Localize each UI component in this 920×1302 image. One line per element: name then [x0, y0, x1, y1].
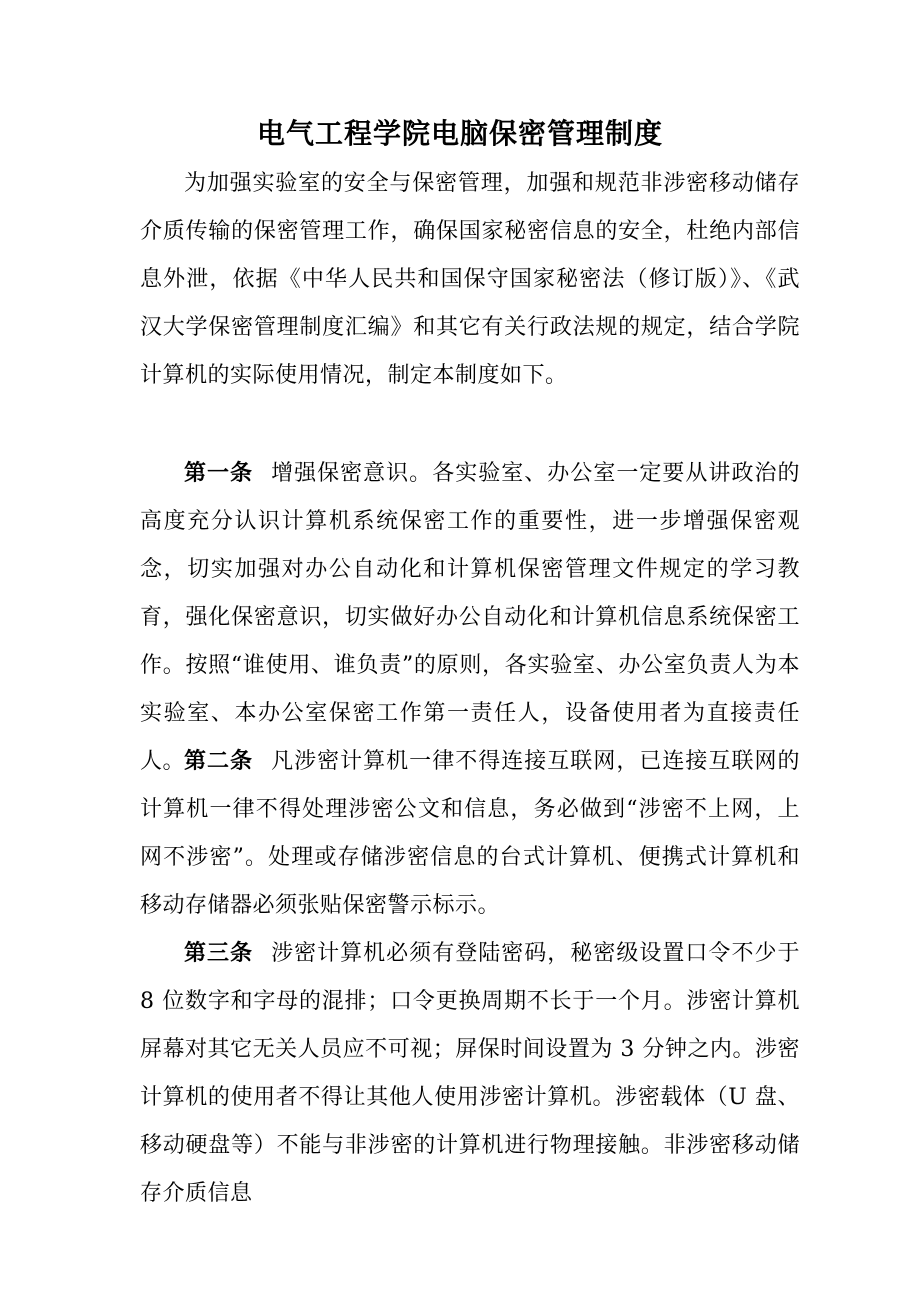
article-2-label: 第二条	[184, 749, 254, 774]
article-1-text: 增强保密意识。各实验室、办公室一定要从讲政治的高度充分认识计算机系统保密工作的重要性，进一步增强保密观念，切实加强对办公自动化和计算机保密管理文件规定的学习教育，强化保密意识，切实做好办公自动化和计算机信息系统保密工作。按照“谁使用、谁负责”的原则，各实验室、办公室负责人为本实验室、本办公室保密工作第一责任人，设备使用者为直接责任人。	[140, 461, 800, 774]
document-title: 电气工程学院电脑保密管理制度	[256, 117, 663, 150]
article-1-label: 第一条	[184, 461, 254, 486]
article-2-text: 凡涉密计算机一律不得连接互联网，已连接互联网的计算机一律不得处理涉密公文和信息，务必做到“涉密不上网，上网不涉密”。处理或存储涉密信息的台式计算机、便携式计算机和移动存储器必须张贴保密警示标示。	[140, 749, 800, 918]
article-3-text: 涉密计算机必须有登陆密码，秘密级设置口令不少于 8 位数字和字母的混排；口令更换周期不长于一个月。涉密计算机屏幕对其它无关人员应不可视；屏保时间设置为 3 分钟之内。涉密计算机的使用者不得让其他人使用涉密计算机。涉密载体（U 盘、移动硬盘等）不能与非涉密的计算机进行物理接触。非涉密移动储存介质信息	[140, 941, 800, 1206]
article-3-label: 第三条	[184, 941, 254, 966]
article-2-paragraph	[140, 738, 800, 930]
article-3-paragraph	[140, 930, 800, 1218]
article-1-paragraph	[140, 450, 800, 786]
intro-paragraph: 为加强实验室的安全与保密管理，加强和规范非涉密移动储存介质传输的保密管理工作，确保国家秘密信息的安全，杜绝内部信息外泄，依据《中华人民共和国保守国家秘密法（修订版）》、《武汉大学保密管理制度汇编》和其它有关行政法规的规定，结合学院计算机的实际使用情况，制定本制度如下。	[140, 171, 800, 388]
